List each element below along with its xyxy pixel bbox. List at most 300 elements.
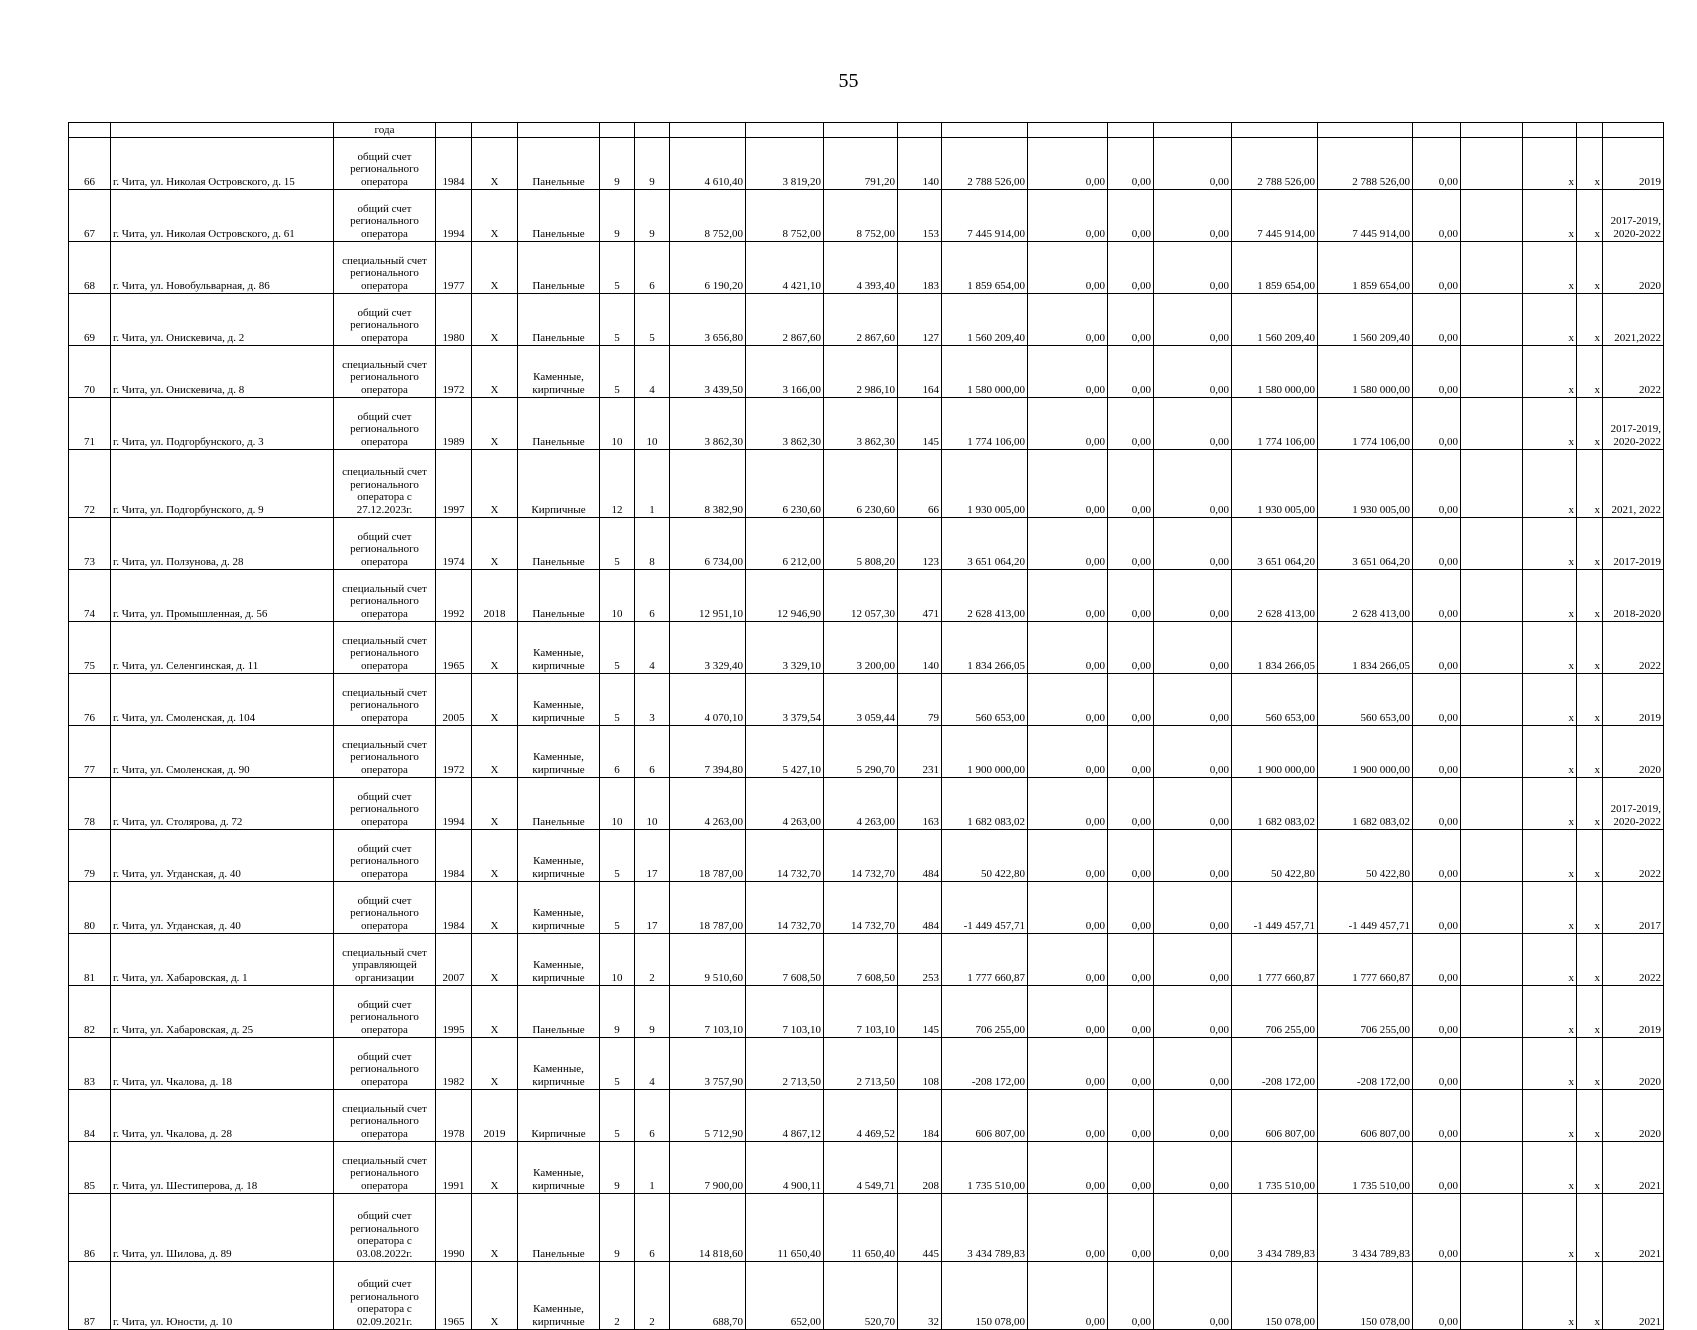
cell-f6: 0,00 bbox=[1413, 1090, 1461, 1142]
cell-f2: 0,00 bbox=[1108, 398, 1154, 450]
cell-account: специальный счет регионального оператора bbox=[334, 1090, 436, 1142]
table-row bbox=[69, 190, 1664, 242]
cell-x1 bbox=[1461, 674, 1523, 726]
cell-x3: x bbox=[1577, 570, 1603, 622]
cell-x1 bbox=[1461, 1194, 1523, 1262]
cell-floors: 5 bbox=[600, 346, 635, 398]
cell-n: 86 bbox=[69, 1194, 111, 1262]
cell-x1 bbox=[1461, 1142, 1523, 1194]
cell-repair: X bbox=[472, 1262, 518, 1330]
cell-area-b: 11 650,40 bbox=[824, 1194, 898, 1262]
cell-year: 1994 bbox=[436, 778, 472, 830]
cell-f5: 1 777 660,87 bbox=[1318, 934, 1413, 986]
cell-entrances: 6 bbox=[635, 726, 670, 778]
cell-year: 1994 bbox=[436, 190, 472, 242]
cell-area-b: 14 732,70 bbox=[824, 882, 898, 934]
cell-x3: x bbox=[1577, 778, 1603, 830]
cell-n: 84 bbox=[69, 1090, 111, 1142]
cell-f5: 606 807,00 bbox=[1318, 1090, 1413, 1142]
cell-n: 83 bbox=[69, 1038, 111, 1090]
cell-address: г. Чита, ул. Шестиперова, д. 18 bbox=[111, 1142, 334, 1194]
cell-f3: 0,00 bbox=[1154, 190, 1232, 242]
cell-floors: 9 bbox=[600, 1194, 635, 1262]
cell-f1: 0,00 bbox=[1028, 518, 1108, 570]
cell-f3: 0,00 bbox=[1154, 294, 1232, 346]
cell-entrances: 4 bbox=[635, 622, 670, 674]
cell-f4: 1 735 510,00 bbox=[1232, 1142, 1318, 1194]
cell-x1 bbox=[1461, 190, 1523, 242]
table-row bbox=[69, 398, 1664, 450]
cell-area-a: 7 608,50 bbox=[746, 934, 824, 986]
cell-f2: 0,00 bbox=[1108, 138, 1154, 190]
cell-x2: x bbox=[1523, 398, 1577, 450]
cell-f4: 1 560 209,40 bbox=[1232, 294, 1318, 346]
cell-cost: 150 078,00 bbox=[942, 1262, 1028, 1330]
cell-area-b: 14 732,70 bbox=[824, 830, 898, 882]
cell-x1 bbox=[1461, 242, 1523, 294]
cell-entrances: 5 bbox=[635, 294, 670, 346]
cell-f1: 0,00 bbox=[1028, 1038, 1108, 1090]
cell-f3: 0,00 bbox=[1154, 830, 1232, 882]
cell-material: Панельные bbox=[518, 190, 600, 242]
cell-area-a: 6 212,00 bbox=[746, 518, 824, 570]
cell-x3: x bbox=[1577, 830, 1603, 882]
cell-period: 2022 bbox=[1603, 622, 1664, 674]
cell-f4: 150 078,00 bbox=[1232, 1262, 1318, 1330]
cell-material: Каменные, кирпичные bbox=[518, 1262, 600, 1330]
cell-n: 77 bbox=[69, 726, 111, 778]
cell-f3: 0,00 bbox=[1154, 778, 1232, 830]
cell-area-total: 18 787,00 bbox=[670, 882, 746, 934]
cell-entrances: 1 bbox=[635, 450, 670, 518]
cell-x1 bbox=[1461, 450, 1523, 518]
cell-material: Каменные, кирпичные bbox=[518, 882, 600, 934]
cell-f4: 3 434 789,83 bbox=[1232, 1194, 1318, 1262]
cell-address: г. Чита, ул. Угданская, д. 40 bbox=[111, 882, 334, 934]
cell-f1: 0,00 bbox=[1028, 138, 1108, 190]
cell-f6: 0,00 bbox=[1413, 830, 1461, 882]
cell-f4: -1 449 457,71 bbox=[1232, 882, 1318, 934]
cell-x3: x bbox=[1577, 674, 1603, 726]
cell-repair: X bbox=[472, 622, 518, 674]
cell-f3: 0,00 bbox=[1154, 622, 1232, 674]
cell-account: специальный счет регионального оператора bbox=[334, 674, 436, 726]
table-row bbox=[69, 1142, 1664, 1194]
cell-f4: 3 651 064,20 bbox=[1232, 518, 1318, 570]
cell-account: общий счет регионального оператора bbox=[334, 882, 436, 934]
cell-entrances: 10 bbox=[635, 398, 670, 450]
cell-f6: 0,00 bbox=[1413, 190, 1461, 242]
cell-cost: 3 434 789,83 bbox=[942, 1194, 1028, 1262]
cell-f3: 0,00 bbox=[1154, 450, 1232, 518]
cell-f5: 2 788 526,00 bbox=[1318, 138, 1413, 190]
cell-material: Панельные bbox=[518, 570, 600, 622]
cell-f5: -1 449 457,71 bbox=[1318, 882, 1413, 934]
cell-address: г. Чита, ул. Смоленская, д. 104 bbox=[111, 674, 334, 726]
cell-f1: 0,00 bbox=[1028, 986, 1108, 1038]
cell-f3: 0,00 bbox=[1154, 1038, 1232, 1090]
cell-material: Панельные bbox=[518, 986, 600, 1038]
cell-f6: 0,00 bbox=[1413, 778, 1461, 830]
cell-x2: x bbox=[1523, 1038, 1577, 1090]
table-row bbox=[69, 986, 1664, 1038]
cell-f1: 0,00 bbox=[1028, 294, 1108, 346]
cell-repair: X bbox=[472, 1038, 518, 1090]
cell-year: 1997 bbox=[436, 450, 472, 518]
cell-material: Панельные bbox=[518, 138, 600, 190]
table-row bbox=[69, 1038, 1664, 1090]
cell-area-a: 3 379,54 bbox=[746, 674, 824, 726]
cell-entrances: 3 bbox=[635, 674, 670, 726]
cell-entrances: 6 bbox=[635, 1090, 670, 1142]
cell-period: 2017-2019 bbox=[1603, 518, 1664, 570]
cell-account: общий счет регионального оператора bbox=[334, 138, 436, 190]
cell-n: 78 bbox=[69, 778, 111, 830]
cell-area-b: 5 290,70 bbox=[824, 726, 898, 778]
cell-f2: 0,00 bbox=[1108, 934, 1154, 986]
cell-repair: X bbox=[472, 1142, 518, 1194]
cell-area-b: 791,20 bbox=[824, 138, 898, 190]
cell-repair: X bbox=[472, 830, 518, 882]
table-row bbox=[69, 622, 1664, 674]
cell-n: 71 bbox=[69, 398, 111, 450]
cell-cost: -208 172,00 bbox=[942, 1038, 1028, 1090]
cell-n: 76 bbox=[69, 674, 111, 726]
cell-entrances: 17 bbox=[635, 830, 670, 882]
cell-area-total: 4 070,10 bbox=[670, 674, 746, 726]
cell-f4: -208 172,00 bbox=[1232, 1038, 1318, 1090]
cell-cost: 50 422,80 bbox=[942, 830, 1028, 882]
cell-period: 2021, 2022 bbox=[1603, 450, 1664, 518]
table-row bbox=[69, 778, 1664, 830]
cell-f3: 0,00 bbox=[1154, 726, 1232, 778]
cell-material: Панельные bbox=[518, 294, 600, 346]
cell-cost: 1 580 000,00 bbox=[942, 346, 1028, 398]
cell-floors: 6 bbox=[600, 726, 635, 778]
table-row bbox=[69, 346, 1664, 398]
cell-f6: 0,00 bbox=[1413, 674, 1461, 726]
cell-entrances: 1 bbox=[635, 1142, 670, 1194]
cell-f2: 0,00 bbox=[1108, 726, 1154, 778]
cell-account: общий счет регионального оператора с 02.09.2021г. bbox=[334, 1262, 436, 1330]
cell-area-a: 652,00 bbox=[746, 1262, 824, 1330]
cell-f4: 606 807,00 bbox=[1232, 1090, 1318, 1142]
cell-area-a: 5 427,10 bbox=[746, 726, 824, 778]
cell-period: 2020 bbox=[1603, 242, 1664, 294]
cell-area-b: 3 059,44 bbox=[824, 674, 898, 726]
cell-area-total: 3 862,30 bbox=[670, 398, 746, 450]
table-row bbox=[69, 726, 1664, 778]
cell-f6: 0,00 bbox=[1413, 294, 1461, 346]
cell-year: 2007 bbox=[436, 934, 472, 986]
cell-year: 1972 bbox=[436, 346, 472, 398]
cell-people: 445 bbox=[898, 1194, 942, 1262]
table-row bbox=[69, 674, 1664, 726]
cell-material: Кирпичные bbox=[518, 450, 600, 518]
cell-area-b: 4 263,00 bbox=[824, 778, 898, 830]
cell-f4: 2 628 413,00 bbox=[1232, 570, 1318, 622]
cell-n: 85 bbox=[69, 1142, 111, 1194]
cell-repair: X bbox=[472, 398, 518, 450]
cell-cost: 560 653,00 bbox=[942, 674, 1028, 726]
cell-area-a: 3 819,20 bbox=[746, 138, 824, 190]
cell-f3: 0,00 bbox=[1154, 518, 1232, 570]
cell-area-b: 4 469,52 bbox=[824, 1090, 898, 1142]
cell-area-total: 688,70 bbox=[670, 1262, 746, 1330]
cell-f3: 0,00 bbox=[1154, 1142, 1232, 1194]
cell-year: 1995 bbox=[436, 986, 472, 1038]
cell-f5: 1 930 005,00 bbox=[1318, 450, 1413, 518]
cell-f4: 1 682 083,02 bbox=[1232, 778, 1318, 830]
cell-area-a: 2 713,50 bbox=[746, 1038, 824, 1090]
cell-x3: x bbox=[1577, 882, 1603, 934]
cell-account: специальный счет регионального оператора с 27.12.2023г. bbox=[334, 450, 436, 518]
cell-f3: 0,00 bbox=[1154, 986, 1232, 1038]
cell-f3: 0,00 bbox=[1154, 346, 1232, 398]
cell-area-a: 11 650,40 bbox=[746, 1194, 824, 1262]
cell-x3: x bbox=[1577, 398, 1603, 450]
header-fragment-row bbox=[69, 123, 1664, 138]
cell-x2: x bbox=[1523, 674, 1577, 726]
cell-area-b: 520,70 bbox=[824, 1262, 898, 1330]
cell-area-total: 4 263,00 bbox=[670, 778, 746, 830]
cell-area-a: 4 900,11 bbox=[746, 1142, 824, 1194]
cell-area-total: 3 329,40 bbox=[670, 622, 746, 674]
cell-x2: x bbox=[1523, 622, 1577, 674]
cell-material: Каменные, кирпичные bbox=[518, 1038, 600, 1090]
cell-x2: x bbox=[1523, 570, 1577, 622]
cell-n: 80 bbox=[69, 882, 111, 934]
cell-floors: 9 bbox=[600, 190, 635, 242]
cell-f5: 1 774 106,00 bbox=[1318, 398, 1413, 450]
cell-material: Каменные, кирпичные bbox=[518, 726, 600, 778]
cell-year: 1984 bbox=[436, 882, 472, 934]
cell-n: 79 bbox=[69, 830, 111, 882]
cell-area-b: 4 549,71 bbox=[824, 1142, 898, 1194]
cell-account: специальный счет регионального оператора bbox=[334, 570, 436, 622]
cell-f1: 0,00 bbox=[1028, 622, 1108, 674]
cell-x1 bbox=[1461, 882, 1523, 934]
cell-f1: 0,00 bbox=[1028, 882, 1108, 934]
cell-area-b: 3 200,00 bbox=[824, 622, 898, 674]
cell-floors: 5 bbox=[600, 674, 635, 726]
cell-f6: 0,00 bbox=[1413, 138, 1461, 190]
cell-f6: 0,00 bbox=[1413, 1194, 1461, 1262]
cell-repair: X bbox=[472, 190, 518, 242]
cell-repair: X bbox=[472, 986, 518, 1038]
table-row bbox=[69, 882, 1664, 934]
cell-year: 1972 bbox=[436, 726, 472, 778]
cell-account: специальный счет регионального оператора bbox=[334, 726, 436, 778]
cell-year: 1991 bbox=[436, 1142, 472, 1194]
cell-repair: X bbox=[472, 934, 518, 986]
cell-f6: 0,00 bbox=[1413, 882, 1461, 934]
cell-f2: 0,00 bbox=[1108, 1090, 1154, 1142]
cell-x3: x bbox=[1577, 1194, 1603, 1262]
cell-people: 108 bbox=[898, 1038, 942, 1090]
cell-x2: x bbox=[1523, 450, 1577, 518]
cell-x3: x bbox=[1577, 346, 1603, 398]
cell-f1: 0,00 bbox=[1028, 674, 1108, 726]
cell-year: 1992 bbox=[436, 570, 472, 622]
cell-x2: x bbox=[1523, 1090, 1577, 1142]
cell-cost: 1 930 005,00 bbox=[942, 450, 1028, 518]
cell-entrances: 9 bbox=[635, 986, 670, 1038]
cell-period: 2021 bbox=[1603, 1262, 1664, 1330]
cell-account: общий счет регионального оператора bbox=[334, 398, 436, 450]
cell-x2: x bbox=[1523, 242, 1577, 294]
cell-repair: 2019 bbox=[472, 1090, 518, 1142]
cell-f3: 0,00 bbox=[1154, 570, 1232, 622]
cell-area-total: 7 900,00 bbox=[670, 1142, 746, 1194]
table-row bbox=[69, 138, 1664, 190]
cell-cost: 1 859 654,00 bbox=[942, 242, 1028, 294]
cell-area-total: 12 951,10 bbox=[670, 570, 746, 622]
cell-cost: 1 900 000,00 bbox=[942, 726, 1028, 778]
cell-people: 184 bbox=[898, 1090, 942, 1142]
cell-n: 87 bbox=[69, 1262, 111, 1330]
cell-f2: 0,00 bbox=[1108, 882, 1154, 934]
cell-f2: 0,00 bbox=[1108, 242, 1154, 294]
cell-f2: 0,00 bbox=[1108, 674, 1154, 726]
cell-f6: 0,00 bbox=[1413, 1142, 1461, 1194]
cell-f2: 0,00 bbox=[1108, 570, 1154, 622]
cell-cost: 706 255,00 bbox=[942, 986, 1028, 1038]
cell-f1: 0,00 bbox=[1028, 450, 1108, 518]
cell-people: 471 bbox=[898, 570, 942, 622]
cell-area-a: 8 752,00 bbox=[746, 190, 824, 242]
cell-f4: 1 777 660,87 bbox=[1232, 934, 1318, 986]
cell-people: 145 bbox=[898, 398, 942, 450]
cell-people: 183 bbox=[898, 242, 942, 294]
cell-f2: 0,00 bbox=[1108, 518, 1154, 570]
cell-x3: x bbox=[1577, 986, 1603, 1038]
cell-material: Кирпичные bbox=[518, 1090, 600, 1142]
cell-f4: 2 788 526,00 bbox=[1232, 138, 1318, 190]
cell-f1: 0,00 bbox=[1028, 934, 1108, 986]
cell-n: 66 bbox=[69, 138, 111, 190]
cell-f5: 1 682 083,02 bbox=[1318, 778, 1413, 830]
cell-floors: 5 bbox=[600, 242, 635, 294]
cell-cost: 1 774 106,00 bbox=[942, 398, 1028, 450]
cell-x2: x bbox=[1523, 518, 1577, 570]
cell-area-a: 7 103,10 bbox=[746, 986, 824, 1038]
cell-f1: 0,00 bbox=[1028, 1142, 1108, 1194]
cell-x3: x bbox=[1577, 1090, 1603, 1142]
cell-x3: x bbox=[1577, 726, 1603, 778]
cell-account: общий счет регионального оператора bbox=[334, 190, 436, 242]
cell-f3: 0,00 bbox=[1154, 1262, 1232, 1330]
cell-people: 208 bbox=[898, 1142, 942, 1194]
table-row bbox=[69, 1194, 1664, 1262]
cell-address: г. Чита, ул. Селенгинская, д. 11 bbox=[111, 622, 334, 674]
cell-f6: 0,00 bbox=[1413, 986, 1461, 1038]
cell-n: 81 bbox=[69, 934, 111, 986]
cell-x3: x bbox=[1577, 138, 1603, 190]
cell-people: 163 bbox=[898, 778, 942, 830]
cell-area-a: 14 732,70 bbox=[746, 830, 824, 882]
cell-area-a: 4 421,10 bbox=[746, 242, 824, 294]
cell-f4: 1 859 654,00 bbox=[1232, 242, 1318, 294]
cell-area-total: 3 656,80 bbox=[670, 294, 746, 346]
cell-n: 73 bbox=[69, 518, 111, 570]
cell-account: специальный счет регионального оператора bbox=[334, 242, 436, 294]
cell-f5: -208 172,00 bbox=[1318, 1038, 1413, 1090]
cell-f6: 0,00 bbox=[1413, 726, 1461, 778]
cell-floors: 2 bbox=[600, 1262, 635, 1330]
cell-floors: 10 bbox=[600, 570, 635, 622]
cell-area-b: 2 986,10 bbox=[824, 346, 898, 398]
header-fragment: года bbox=[334, 123, 436, 138]
cell-material: Каменные, кирпичные bbox=[518, 830, 600, 882]
table-row bbox=[69, 294, 1664, 346]
cell-floors: 9 bbox=[600, 1142, 635, 1194]
cell-area-total: 9 510,60 bbox=[670, 934, 746, 986]
cell-x1 bbox=[1461, 1262, 1523, 1330]
cell-area-total: 4 610,40 bbox=[670, 138, 746, 190]
cell-address: г. Чита, ул. Подгорбунского, д. 3 bbox=[111, 398, 334, 450]
cell-area-total: 3 757,90 bbox=[670, 1038, 746, 1090]
cell-floors: 9 bbox=[600, 138, 635, 190]
cell-period: 2022 bbox=[1603, 346, 1664, 398]
cell-f1: 0,00 bbox=[1028, 1262, 1108, 1330]
cell-floors: 5 bbox=[600, 1090, 635, 1142]
cell-repair: X bbox=[472, 450, 518, 518]
cell-people: 66 bbox=[898, 450, 942, 518]
cell-account: специальный счет регионального оператора bbox=[334, 346, 436, 398]
table-row bbox=[69, 1262, 1664, 1330]
cell-x1 bbox=[1461, 778, 1523, 830]
cell-n: 68 bbox=[69, 242, 111, 294]
cell-f3: 0,00 bbox=[1154, 138, 1232, 190]
cell-f1: 0,00 bbox=[1028, 398, 1108, 450]
cell-f6: 0,00 bbox=[1413, 346, 1461, 398]
cell-floors: 5 bbox=[600, 518, 635, 570]
cell-f3: 0,00 bbox=[1154, 674, 1232, 726]
cell-area-a: 12 946,90 bbox=[746, 570, 824, 622]
cell-area-a: 2 867,60 bbox=[746, 294, 824, 346]
cell-entrances: 17 bbox=[635, 882, 670, 934]
cell-f3: 0,00 bbox=[1154, 242, 1232, 294]
cell-address: г. Чита, ул. Ползунова, д. 28 bbox=[111, 518, 334, 570]
cell-x1 bbox=[1461, 138, 1523, 190]
cell-f2: 0,00 bbox=[1108, 1142, 1154, 1194]
cell-f5: 1 834 266,05 bbox=[1318, 622, 1413, 674]
cell-people: 127 bbox=[898, 294, 942, 346]
cell-repair: X bbox=[472, 882, 518, 934]
cell-n: 72 bbox=[69, 450, 111, 518]
cell-area-b: 12 057,30 bbox=[824, 570, 898, 622]
cell-people: 79 bbox=[898, 674, 942, 726]
cell-people: 140 bbox=[898, 622, 942, 674]
cell-year: 1974 bbox=[436, 518, 472, 570]
cell-f5: 1 580 000,00 bbox=[1318, 346, 1413, 398]
cell-material: Каменные, кирпичные bbox=[518, 622, 600, 674]
cell-cost: 7 445 914,00 bbox=[942, 190, 1028, 242]
cell-material: Каменные, кирпичные bbox=[518, 674, 600, 726]
cell-year: 1984 bbox=[436, 138, 472, 190]
cell-floors: 10 bbox=[600, 778, 635, 830]
cell-account: общий счет регионального оператора bbox=[334, 986, 436, 1038]
cell-f4: 706 255,00 bbox=[1232, 986, 1318, 1038]
cell-people: 231 bbox=[898, 726, 942, 778]
cell-x1 bbox=[1461, 934, 1523, 986]
cell-floors: 5 bbox=[600, 1038, 635, 1090]
cell-f5: 2 628 413,00 bbox=[1318, 570, 1413, 622]
cell-entrances: 4 bbox=[635, 346, 670, 398]
cell-cost: 2 628 413,00 bbox=[942, 570, 1028, 622]
cell-repair: X bbox=[472, 1194, 518, 1262]
